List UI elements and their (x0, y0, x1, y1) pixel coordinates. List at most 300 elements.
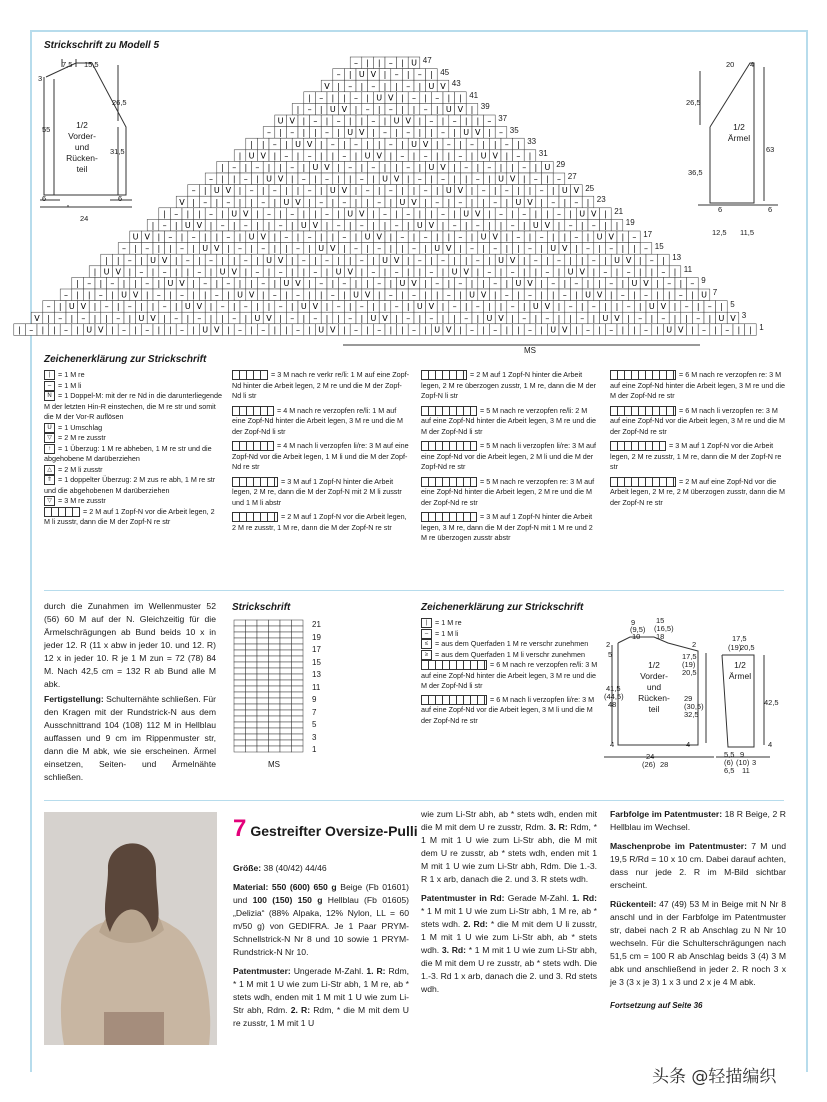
schematic2-label: 9 (740, 750, 745, 759)
row-number: 31 (538, 148, 548, 158)
chart-symbol: | (360, 313, 364, 323)
chart-symbol: | (505, 151, 509, 161)
chart-symbol: | (517, 186, 520, 196)
chart-symbol: – (464, 313, 469, 323)
chart-symbol: – (417, 70, 422, 80)
chart-symbol: | (424, 290, 427, 300)
chart-symbol: | (377, 139, 381, 149)
chart-symbol: | (377, 105, 381, 114)
chart-symbol: U (318, 244, 325, 254)
chart-symbol: | (215, 279, 219, 288)
chart-symbol: – (522, 313, 527, 323)
chart-symbol: U (399, 279, 406, 288)
chart-symbol: | (203, 232, 207, 242)
chart-symbol: | (470, 197, 474, 207)
chart-symbol: | (337, 81, 340, 91)
chart-symbol: | (134, 325, 137, 335)
chart-symbol: – (562, 290, 567, 300)
chart-symbol: | (331, 151, 335, 161)
legend-item: = 5 M nach re verzopfen re/li: 2 M auf eine Zopf-Nd hinter die Arbeit legen, 3 M re und die M der Zopf-Nd li str (421, 405, 597, 436)
row-number: 19 (625, 218, 635, 228)
chart-symbol: V (144, 232, 150, 242)
chart-symbol: | (244, 267, 248, 277)
chart-symbol: | (453, 209, 456, 219)
chart-symbol: | (174, 302, 178, 312)
chart-symbol: | (290, 255, 294, 265)
chart-symbol: – (510, 267, 515, 277)
chart-symbol: – (707, 302, 712, 312)
chart-cell (246, 746, 258, 752)
chart-symbol: – (412, 325, 416, 335)
chart-cell (234, 680, 246, 686)
chart-symbol: – (365, 105, 370, 114)
chart-symbol: – (342, 232, 347, 242)
chart-symbol: – (504, 186, 509, 196)
article-title: Gestreifter Oversize-Pulli (250, 823, 418, 839)
chart-cell (269, 740, 281, 746)
chart-symbol: | (238, 186, 242, 196)
schematic2-label: 32,5 (684, 710, 699, 719)
chart-symbol: | (569, 313, 572, 323)
chart-symbol: – (243, 174, 248, 184)
chart-symbol: U (266, 255, 272, 265)
chart-symbol: | (221, 163, 224, 172)
chart-symbol: – (388, 290, 393, 300)
chart-symbol: – (336, 70, 341, 80)
chart-symbol: – (441, 209, 445, 219)
chart-symbol: | (331, 197, 335, 207)
chart-symbol: | (522, 267, 526, 277)
chart-symbol: V (614, 313, 620, 323)
chart-cell (257, 698, 269, 704)
chart-symbol: | (609, 290, 613, 300)
row-number: 35 (509, 125, 519, 135)
chart-symbol: | (53, 325, 56, 335)
chart-symbol: V (463, 267, 469, 277)
chart-symbol: – (313, 313, 318, 323)
chart-symbol: V (312, 302, 319, 312)
chart-symbol: V (376, 232, 382, 242)
chart-cell (246, 740, 258, 746)
chart-symbol: V (359, 209, 365, 219)
chart-symbol: | (638, 267, 642, 277)
chart-symbol: V (422, 139, 429, 149)
chart-symbol: – (441, 128, 445, 138)
chart-symbol: V (475, 128, 481, 138)
chart-symbol: | (273, 244, 277, 254)
chart-symbol: | (192, 197, 195, 207)
chart-symbol: U (428, 163, 435, 172)
schematic-label: 26,5 (112, 98, 127, 107)
chart-symbol: | (447, 232, 451, 242)
chart-cell (269, 722, 281, 728)
chart-cell (234, 728, 246, 734)
chart-symbol: U (631, 279, 638, 288)
chart-cell (234, 626, 246, 632)
chart-cell (280, 686, 292, 692)
chart-symbol: U (167, 279, 174, 288)
chart-symbol: | (517, 244, 520, 254)
chart-symbol: – (394, 221, 399, 230)
legend-col2 (232, 370, 410, 533)
chart-symbol: U (480, 151, 487, 161)
chart-symbol: V (428, 302, 435, 312)
chart-symbol: | (93, 302, 97, 312)
chart-symbol: – (661, 267, 666, 277)
chart-symbol: – (493, 197, 498, 207)
chart-symbol: | (256, 302, 259, 312)
chart-symbol: | (180, 232, 184, 242)
chart-symbol: | (412, 186, 416, 196)
patent-rd-para: Patentmuster in Rd: Gerade M-Zahl. 1. Rd: * 1 M mit 1 U wie zum Li-Str abh, 1 M re, ab * stets wdh. 2. Rd: * die M mit dem U li zusstr, 1 M mit 1 U wie zum Li-Str abh, ab * stets wdh. 3. Rd: * 1 M mit 1 U wie zum Li-Str abh, die M mit dem U re zusstr, ab * stets wdh. Die 1.-3. Rd 1 x arb, danach die 2. und 3. Rd stets wdh. (421, 893, 598, 994)
chart-cell (292, 620, 304, 626)
chart-symbol: U (213, 186, 220, 196)
chart-symbol: | (430, 209, 433, 219)
model-photo (44, 812, 217, 1045)
chart-symbol: | (290, 174, 294, 184)
chart-symbol: – (377, 325, 382, 335)
chart-symbol: | (511, 209, 514, 219)
chart-cell (246, 656, 258, 662)
chart-symbol: V (428, 221, 435, 230)
schematic2-label: 4 (768, 740, 773, 749)
chart-symbol: | (343, 244, 346, 254)
schematic2-label: 29 (684, 694, 693, 703)
chart-symbol: | (459, 290, 462, 300)
chart-symbol: – (209, 255, 213, 265)
chart-symbol: | (395, 128, 398, 138)
chart-symbol: | (174, 221, 178, 230)
chart-symbol: – (342, 279, 347, 288)
chart-cell (257, 674, 269, 680)
chart-symbol: | (250, 197, 253, 207)
chart-symbol: | (348, 255, 352, 265)
legend-item: = 5 M nach re verzopfen re: 3 M auf eine Zopf-Nd hinter die Arbeit legen, 2 M re und die M der Zopf-Nd re str (421, 476, 595, 507)
chart-symbol: | (337, 255, 340, 265)
chart-symbol: | (151, 221, 155, 230)
chart-symbol: | (621, 232, 625, 242)
chart-symbol: | (430, 70, 433, 80)
chart-symbol: – (551, 279, 556, 288)
chart-symbol: – (458, 197, 463, 207)
chart-symbol: V (330, 325, 336, 335)
chart-symbol: | (308, 279, 311, 288)
chart-symbol: – (29, 325, 34, 335)
chart-symbol: U (184, 221, 191, 230)
chart-symbol: | (337, 313, 340, 323)
chart-symbol: | (470, 279, 474, 288)
schematic2-text: 1/2 Vorder- und Rücken- teil (638, 660, 670, 714)
chart-symbol: – (568, 302, 573, 312)
chart-symbol: – (446, 139, 451, 149)
chart-symbol: – (330, 290, 335, 300)
chart-cell (292, 710, 304, 716)
chart-cell (280, 626, 292, 632)
chart-symbol: | (499, 163, 503, 172)
chart-symbol: | (638, 255, 642, 265)
watermark: 头条 @轻描编织 (652, 1067, 777, 1087)
chart-cell (269, 620, 281, 626)
chart-symbol: – (296, 244, 300, 254)
chart-symbol: | (586, 279, 590, 288)
chart-symbol: | (389, 232, 393, 242)
chart-cell (257, 746, 269, 752)
chart-symbol: V (248, 290, 255, 300)
row-number: 5 (312, 720, 317, 729)
chart-symbol: – (475, 255, 480, 265)
chart-symbol: – (296, 325, 300, 335)
chart-symbol: | (401, 93, 404, 103)
chart-symbol: – (470, 139, 474, 149)
chart-symbol: U (300, 302, 307, 312)
chart-cell (257, 728, 269, 734)
chart-symbol: | (227, 244, 230, 254)
chart-cell (280, 632, 292, 638)
chart-symbol: | (598, 244, 601, 254)
chart-symbol: | (192, 279, 195, 288)
chart-symbol: – (406, 313, 411, 323)
chart-symbol: – (493, 279, 498, 288)
legend-item: ≥ = aus dem Querfaden 1 M li verschr zunehmen (421, 650, 601, 661)
chart-symbol: U (376, 93, 383, 103)
chart-symbol: – (417, 255, 422, 265)
chart-symbol: – (278, 267, 283, 277)
chart-symbol: – (533, 174, 538, 184)
chart-cell (280, 680, 292, 686)
chart-symbol: – (626, 302, 631, 312)
chart-cell (292, 698, 304, 704)
chart-symbol: V (492, 151, 498, 161)
chart-symbol: – (452, 302, 457, 312)
row-number: 29 (556, 160, 566, 170)
chart-symbol: | (476, 116, 480, 126)
chart-cell (280, 620, 292, 626)
chart-symbol: V (527, 197, 533, 207)
chart-symbol: V (196, 302, 203, 312)
chart-symbol: – (174, 313, 179, 323)
chart-symbol: – (261, 197, 266, 207)
chart-symbol: | (493, 186, 497, 196)
chart-symbol: | (354, 151, 358, 161)
chart-symbol: | (534, 267, 538, 277)
chart-symbol: – (412, 290, 416, 300)
row-number: 7 (312, 707, 317, 717)
chart-symbol: | (47, 313, 50, 323)
chart-cell (234, 710, 246, 716)
chart-symbol: – (243, 302, 248, 312)
chart-symbol: – (417, 174, 422, 184)
chart-symbol: | (406, 255, 410, 265)
chart-symbol: U (335, 267, 342, 277)
chart-cell (292, 722, 304, 728)
chart-symbol: | (238, 197, 242, 207)
chart-cell (246, 662, 258, 668)
chart-symbol: | (598, 325, 601, 335)
schematic-label: 6 (118, 194, 123, 203)
chart-symbol: | (348, 70, 352, 80)
legend-item: | = 1 M re (44, 370, 222, 381)
chart-symbol: – (725, 325, 730, 335)
chart-symbol: V (243, 209, 249, 219)
chart-symbol: U (416, 221, 423, 230)
chart-symbol: | (621, 325, 625, 335)
chart-symbol: | (215, 232, 219, 242)
chart-symbol: – (545, 313, 550, 323)
chart-symbol: – (620, 290, 625, 300)
chart-symbol: – (290, 163, 295, 172)
chart-symbol: | (157, 325, 161, 335)
chart-symbol: – (580, 313, 585, 323)
chart-symbol: – (255, 163, 260, 172)
chart-symbol: | (337, 163, 340, 172)
chart-symbol: – (591, 302, 596, 312)
chart-symbol: V (544, 302, 551, 312)
chart-symbol: | (493, 139, 497, 149)
chart-symbol: | (256, 255, 259, 265)
chart-symbol: – (336, 116, 341, 126)
chart-symbol: V (231, 267, 237, 277)
chart-symbol: | (470, 105, 474, 114)
chart-symbol: | (232, 255, 236, 265)
chart-symbol: V (382, 313, 388, 323)
chart-symbol: | (192, 290, 195, 300)
chart-symbol: | (563, 279, 567, 288)
chart-symbol: V (295, 279, 301, 288)
chart-symbol: | (302, 209, 306, 219)
chart-symbol: V (625, 255, 632, 265)
schematic2-label: (10) (736, 758, 750, 767)
chart-symbol: | (540, 279, 543, 288)
chart-symbol: | (221, 255, 224, 265)
chart-symbol: | (673, 313, 677, 323)
chart-symbol: | (308, 93, 311, 103)
chart-symbol: – (446, 290, 451, 300)
row-number: 33 (527, 137, 537, 147)
chart-symbol: U (248, 151, 255, 161)
chart-symbol: – (371, 267, 376, 277)
chart-cell (280, 716, 292, 722)
chart-symbol: – (528, 325, 532, 335)
chart-symbol: U (254, 313, 261, 323)
chart-cell (234, 734, 246, 740)
chart-symbol: U (434, 244, 441, 254)
chart-cell (234, 746, 246, 752)
cable-icon (421, 370, 467, 380)
chart-symbol: | (435, 232, 439, 242)
chart-symbol: V (347, 267, 353, 277)
chart-symbol: | (290, 302, 294, 312)
chart-symbol: – (272, 139, 277, 149)
chart-symbol: | (714, 325, 717, 335)
chart-symbol: | (557, 302, 561, 312)
chart-symbol: V (730, 313, 736, 323)
divider (44, 590, 784, 591)
chart-symbol: – (319, 93, 324, 103)
chart-cell (269, 650, 281, 656)
chart-symbol: | (354, 279, 358, 288)
chart-symbol: | (395, 209, 398, 219)
chart-symbol: | (319, 105, 323, 114)
legend-col4 (610, 370, 788, 508)
chart-symbol: | (546, 209, 549, 219)
chart-symbol: | (337, 128, 340, 138)
chart-symbol: – (551, 197, 556, 207)
schematic2-label: 15 (656, 616, 665, 625)
chart-symbol: V (457, 186, 464, 196)
chart-symbol: | (343, 139, 346, 149)
chart-symbol: | (285, 139, 288, 149)
chart-symbol: | (192, 244, 195, 254)
chart-symbol: | (267, 302, 271, 312)
chart-symbol: | (406, 70, 410, 80)
legend-item: = 3 M nach re verkr re/li: 1 M auf eine Zopf-Nd hinter die Arbeit legen, 2 M re und die M der Zopf-Nd li str (232, 370, 410, 400)
row-number: 11 (683, 264, 693, 274)
chart-cell (246, 716, 258, 722)
chart-symbol: | (76, 290, 79, 300)
chart-symbol: | (261, 290, 265, 300)
chart-symbol: U (451, 267, 458, 277)
chart-symbol: U (498, 174, 504, 184)
chart-cell (246, 644, 258, 650)
chart-symbol: | (122, 279, 126, 288)
chart-symbol: U (382, 255, 388, 265)
chart-symbol: | (76, 279, 79, 288)
chart-symbol: | (209, 302, 213, 312)
chart-symbol: | (337, 174, 340, 184)
legend-item: U = 1 Umschlag (44, 423, 222, 434)
chart-symbol: | (308, 325, 311, 335)
double-decrease-icon: ⇑ (44, 475, 55, 485)
finishing-label: Fertigstellung: (44, 694, 104, 704)
chart-symbol: | (673, 302, 677, 312)
chart-cell (269, 644, 281, 650)
chart-symbol: | (586, 197, 590, 207)
chart-symbol: | (517, 139, 520, 149)
chart-cell (246, 722, 258, 728)
chart-symbol: – (377, 244, 382, 254)
chart-cell (246, 632, 258, 638)
chart-symbol: U (550, 325, 557, 335)
chart-symbol: – (359, 174, 364, 184)
row-number: 41 (469, 90, 479, 100)
chart-symbol: – (127, 302, 132, 312)
chart-symbol: | (366, 93, 369, 103)
chart-symbol: | (163, 313, 166, 323)
chart-symbol: – (574, 279, 579, 288)
chart-symbol: U (614, 255, 620, 265)
chart-cell (257, 704, 269, 710)
chart-symbol: | (418, 81, 422, 91)
chart-symbol: | (546, 255, 549, 265)
chart-symbol: | (441, 313, 445, 323)
chart-symbol: U (515, 279, 522, 288)
chart-symbol: V (179, 197, 185, 207)
schematic2 (604, 615, 784, 775)
chart-symbol: | (256, 221, 259, 230)
chart-symbol: | (737, 325, 741, 335)
chart-symbol: | (151, 267, 155, 277)
chart-cell (246, 692, 258, 698)
legend-item: – = 1 M li (44, 381, 222, 392)
chart-symbol: V (324, 163, 330, 172)
chart-symbol: | (488, 302, 491, 312)
paragraph-finishing: Fertigstellung: Schulternähte schließen. Für den Kragen mit der Rundstrick-N aus dem Ausschnittrand 104 (108) 112 M in Hellblau auffassen und 9 cm im Rippenmuster str, dann die M abk, wie sie erscheinen. Ärmel einsetzen, Seiten- und Ärmelnähte schließen. (44, 694, 216, 782)
cable-icon (610, 441, 666, 451)
chart-symbol: – (429, 267, 434, 277)
chart-symbol: | (406, 221, 410, 230)
chart-symbol: – (319, 197, 324, 207)
legend-item: = 6 M nach li verzopfen li/re: 3 M auf eine Zopf-Nd vor die Arbeit legen, 3 M li und die M der Zopf-Nd re str (421, 694, 595, 725)
